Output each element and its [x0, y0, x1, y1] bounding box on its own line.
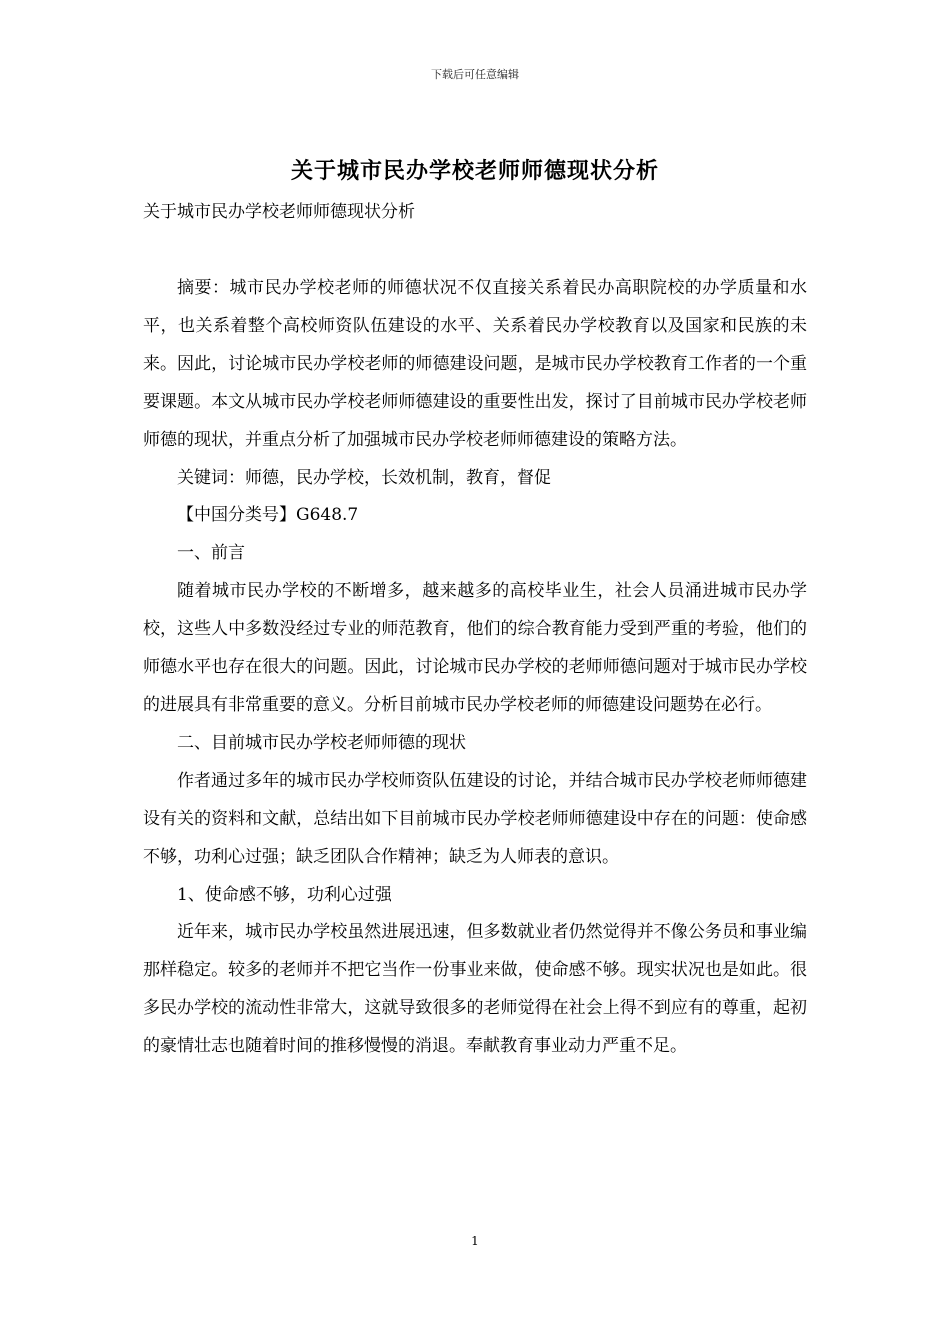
- document-subtitle: 关于城市民办学校老师师德现状分析: [143, 202, 415, 222]
- subsection-heading-mission: 1、使命感不够，功利心过强: [177, 884, 392, 905]
- paragraph-mission: 近年来，城市民办学校虽然进展迅速，但多数就业者仍然觉得并不像公务员和事业编那样稳定。较多的老师并不把它当作一份事业来做，使命感不够。现实状况也是如此。很多民办学校的流动性非常大，这就导致很多的老师觉得在社会上得不到应有的尊重，起初的豪情壮志也随着时间的推移慢慢的消退。奉献教育事业动力严重不足。: [143, 922, 807, 1057]
- page-number: 1: [471, 1234, 479, 1248]
- document-body: [143, 270, 807, 1066]
- paragraph-status: 作者通过多年的城市民办学校师资队伍建设的讨论，并结合城市民办学校老师师德建设有关的资料和文献，总结出如下目前城市民办学校老师师德建设中存在的问题：使命感不够，功利心过强；缺乏团队合作精神；缺乏为人师表的意识。: [143, 770, 807, 867]
- document-title: 关于城市民办学校老师师德现状分析: [290, 158, 659, 184]
- paragraph-abstract: 摘要：城市民办学校老师的师德状况不仅直接关系着民办高职院校的办学质量和水平，也关系着整个高校师资队伍建设的水平、关系着民办学校教育以及国家和民族的未来。因此，讨论城市民办学校老师的师德建设问题，是城市民办学校教育工作者的一个重要课题。本文从城市民办学校老师师德建设的重要性出发，探讨了目前城市民办学校老师师德的现状，并重点分析了加强城市民办学校老师师德建设的策略方法。: [143, 278, 807, 450]
- section-heading-status: 二、目前城市民办学校老师师德的现状: [177, 732, 466, 753]
- paragraph-classification: 【中国分类号】G648.7: [177, 505, 359, 526]
- page-header-note: 下载后可任意编辑: [431, 68, 519, 81]
- section-heading-preface: 一、前言: [177, 543, 245, 564]
- paragraph-keywords: 关键词：师德，民办学校，长效机制，教育，督促: [177, 467, 551, 488]
- paragraph-preface: 随着城市民办学校的不断增多，越来越多的高校毕业生，社会人员涌进城市民办学校，这些人中多数没经过专业的师范教育，他们的综合教育能力受到严重的考验，他们的师德水平也存在很大的问题。因此，讨论城市民办学校的老师师德问题对于城市民办学校的进展具有非常重要的意义。分析目前城市民办学校老师的师德建设问题势在必行。: [143, 581, 807, 715]
